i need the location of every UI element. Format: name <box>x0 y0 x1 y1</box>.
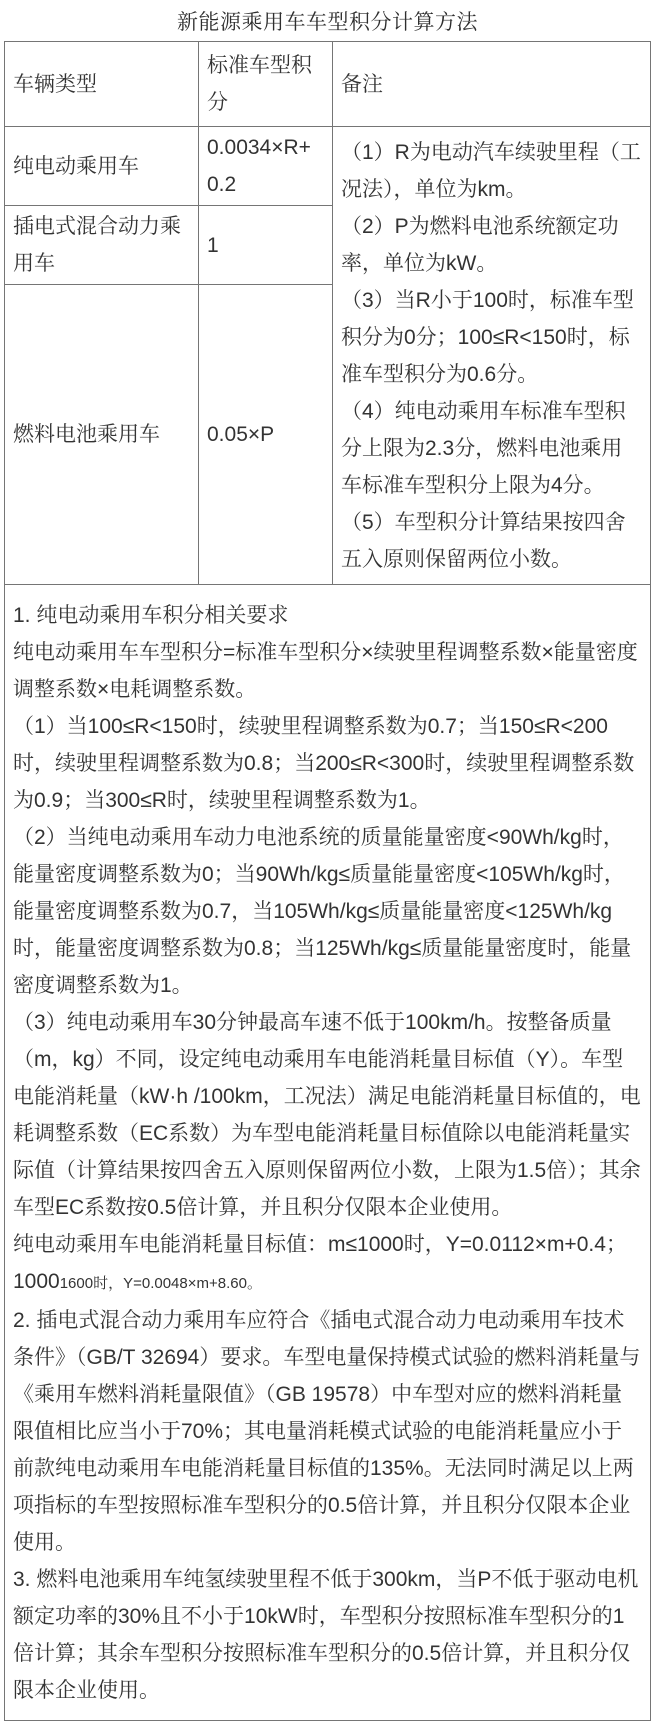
header-vehicle-type: 车辆类型 <box>5 42 199 127</box>
section1-heading: 1. 纯电动乘用车积分相关要求 <box>13 603 289 627</box>
section1-formula: 纯电动乘用车车型积分=标准车型积分×续驶里程调整系数×能量密度调整系数×电耗调整系数。 <box>13 640 638 701</box>
vehicle-type-cell: 插电式混合动力乘用车 <box>5 206 199 285</box>
table-row <box>5 127 651 206</box>
remark-item: （3）当R小于100时，标准车型积分为0分；100≤R<150时，标准车型积分为0.6分。 <box>341 288 634 386</box>
requirements-cell <box>5 585 651 1721</box>
table-header-row <box>5 42 651 127</box>
target-value-small-text: 1600时，Y=0.0048×m+8.60。 <box>59 1274 262 1292</box>
vehicle-type-cell: 纯电动乘用车 <box>5 127 199 206</box>
remark-item: （2）P为燃料电池系统额定功率，单位为kW。 <box>341 214 619 275</box>
header-remarks: 备注 <box>333 42 651 127</box>
section1-target-value <box>13 1226 642 1302</box>
target-value-normal-text: 纯电动乘用车电能消耗量目标值：m≤1000时，Y=0.0112×m+0.4；1000 <box>13 1232 627 1293</box>
page-title: 新能源乘用车车型积分计算方法 <box>177 10 478 34</box>
section3-paragraph: 3. 燃料电池乘用车纯氢续驶里程不低于300km，当P不低于驱动电机额定功率的30%且不小于10kW时，车型积分按照标准车型积分的1倍计算；其余车型积分按照标准车型积分的0.5倍计算，并且积分仅限本企业使用。 <box>13 1567 639 1702</box>
section1-item: （1）当100≤R<150时，续驶里程调整系数为0.7；当150≤R<200时，续驶里程调整系数为0.8；当200≤R<300时，续驶里程调整系数为0.9；当300≤R时，续驶里程调整系数为1。 <box>13 714 635 812</box>
remark-item: （4）纯电动乘用车标准车型积分上限为2.3分，燃料电池乘用车标准车型积分上限为4分。 <box>341 399 626 497</box>
section1-item: （2）当纯电动乘用车动力电池系统的质量能量密度<90Wh/kg时，能量密度调整系数为0；当90Wh/kg≤质量能量密度<105Wh/kg时，能量密度调整系数为0.7，当105Wh/kg≤质量能量密度<125Wh/kg时，能量密度调整系数为0.8；当125Wh/kg≤质量能量密度时，能量密度调整系数为1。 <box>13 825 632 997</box>
remark-item: （1）R为电动汽车续驶里程（工况法），单位为km。 <box>341 140 641 201</box>
section1-item: （3）纯电动乘用车30分钟最高车速不低于100km/h。按整备质量（m，kg）不同，设定纯电动乘用车电能消耗量目标值（Y）。车型电能消耗量（kW·h /100km，工况法）满足电能消耗量目标值的，电耗调整系数（EC系数）为车型电能消耗量目标值除以电能消耗量实际值（计算结果按四舍五入原则保留两位小数，上限为1.5倍）；其余车型EC系数按0.5倍计算，并且积分仅限本企业使用。 <box>13 1010 641 1219</box>
score-cell: 1 <box>199 206 333 285</box>
header-standard-score: 标准车型积分 <box>199 42 333 127</box>
requirements-row <box>5 585 651 1721</box>
remark-item: （5）车型积分计算结果按四舍五入原则保留两位小数。 <box>341 510 626 571</box>
section2-paragraph: 2. 插电式混合动力乘用车应符合《插电式混合动力电动乘用车技术条件》（GB/T 32694）要求。车型电量保持模式试验的燃料消耗量与《乘用车燃料消耗量限值》（GB 19578）中车型对应的燃料消耗量限值相比应当小于70%；其电量消耗模式试验的电能消耗量应小于前款纯电动乘用车电能消耗量目标值的135%。无法同时满足以上两项指标的车型按照标准车型积分的0.5倍计算，并且积分仅限本企业使用。 <box>13 1308 641 1554</box>
score-calculation-table <box>4 41 651 1721</box>
remarks-cell <box>333 127 651 585</box>
score-cell: 0.0034×R+0.2 <box>199 127 333 206</box>
score-cell: 0.05×P <box>199 285 333 585</box>
vehicle-type-cell: 燃料电池乘用车 <box>5 285 199 585</box>
